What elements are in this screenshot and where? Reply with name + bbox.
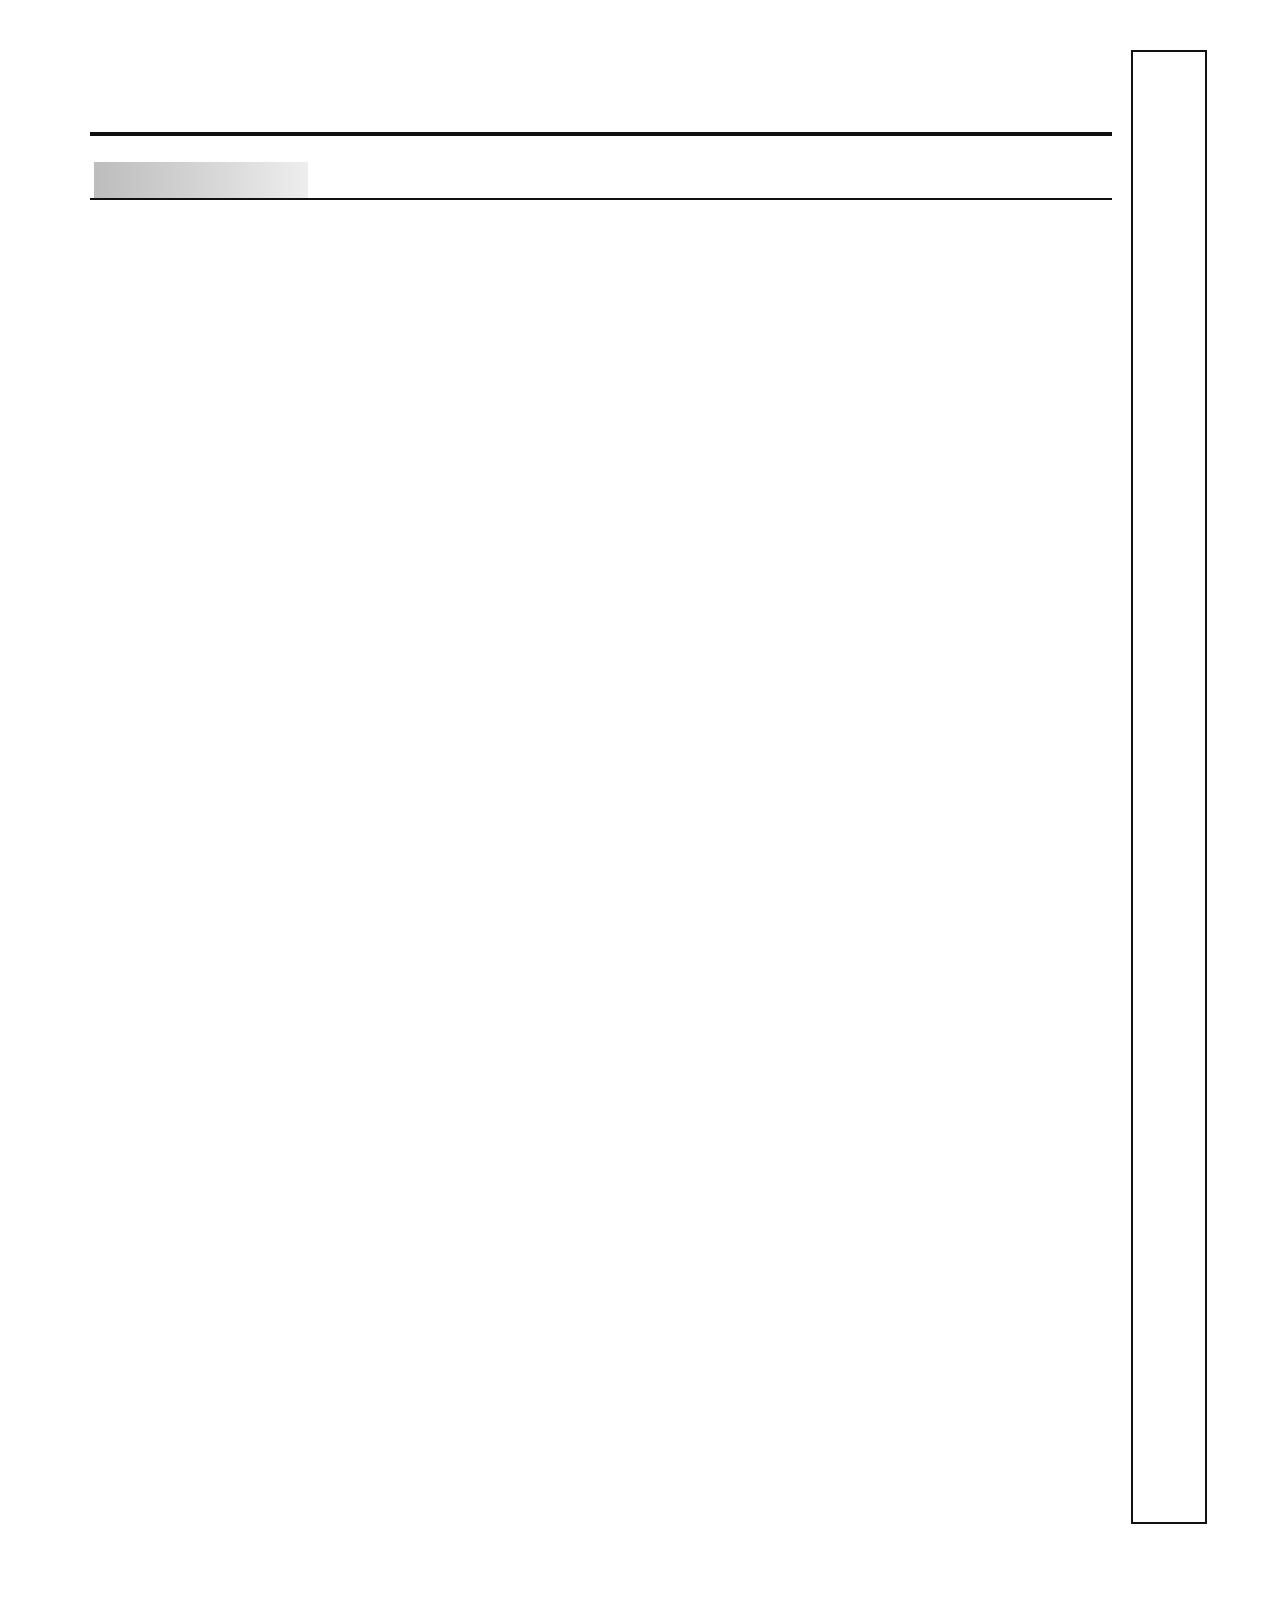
- header-problem: [94, 162, 308, 198]
- table-header: [90, 162, 1112, 200]
- section-tabs: [1131, 50, 1207, 1524]
- header-rule: [90, 132, 1112, 136]
